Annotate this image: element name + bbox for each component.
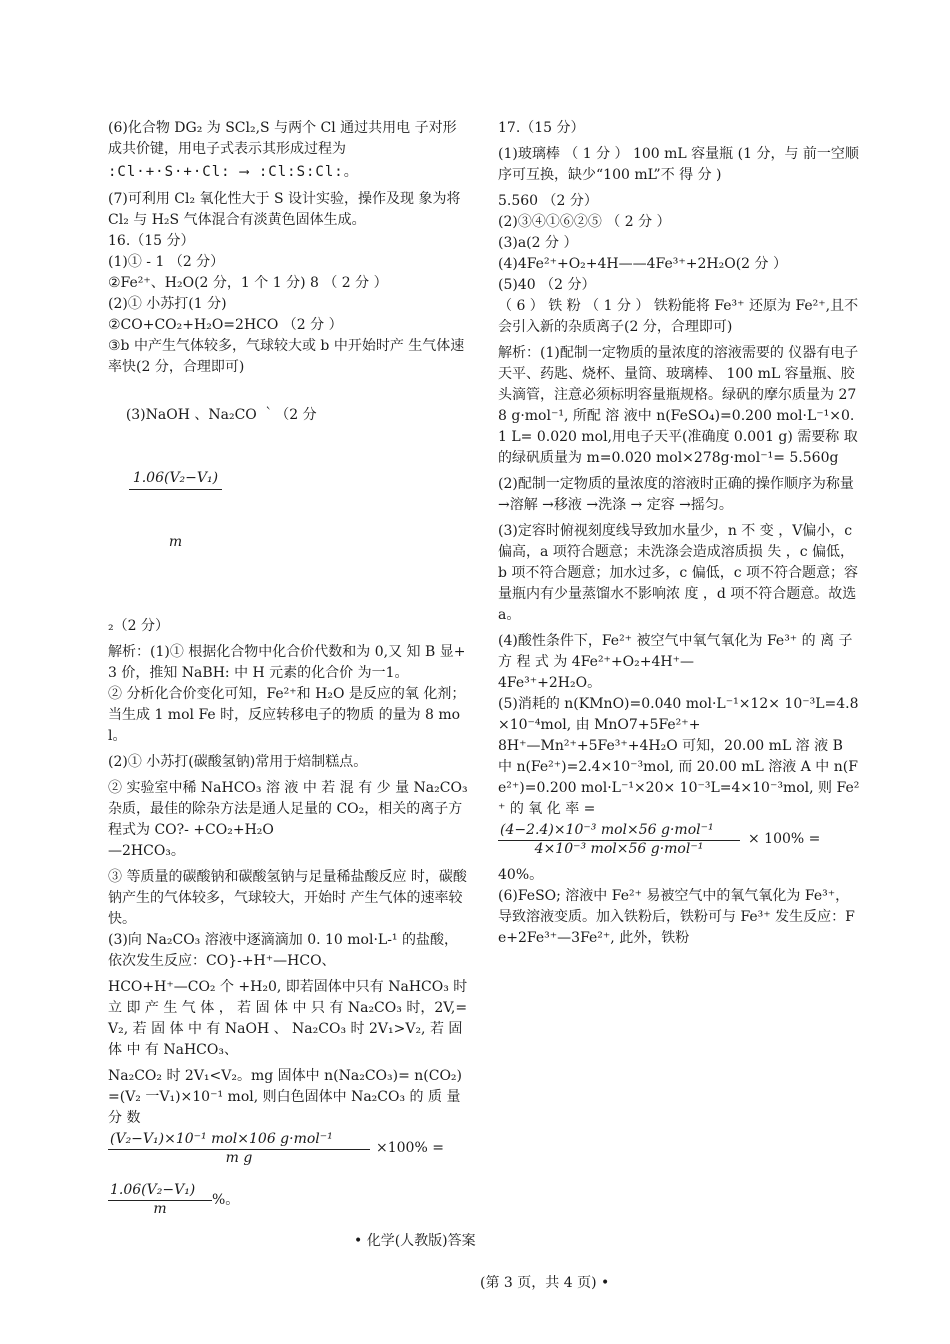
q15-7-text: (7)可利用 Cl₂ 氧化性大于 S 设计实验，操作及现 象为将 Cl₂ 与 H₂S 气体混合有淡黄色固体生成。	[108, 191, 465, 228]
right-column	[498, 118, 860, 949]
analysis-2: ② 分析化合价变化可知，Fe²⁺和 H₂O 是反应的氧 化剂；当生成 1 mol Fe 时，反应转移电子的物质 的量为 8 mol。	[108, 686, 466, 744]
analysis-3: (2)① 小苏打(碳酸氢钠)常用于焙制糕点。	[108, 754, 368, 770]
fraction-1-num: 1.06(V₂−V₁)	[129, 468, 222, 490]
analysis-6: ③ 等质量的碳酸钠和碳酸氢钠与足量稀盐酸反应 时，碳酸钠产生的气体较多，气球较大，开始时 产生气体的速率较快。	[108, 869, 467, 927]
r-analysis-9: (6)FeSO; 溶液中 Fe²⁺ 易被空气中的氧气氧化为 Fe³⁺，导致溶液变质。加入铁粉后，铁粉可与 Fe³⁺ 发生反应：Fe+2Fe³⁺—3Fe²⁺, 此外，铁粉	[498, 888, 855, 946]
fraction-3	[108, 1180, 212, 1217]
r-analysis-8: 40%。	[498, 867, 544, 883]
mass-fraction-eq	[108, 1129, 468, 1166]
r-analysis-2: (2)配制一定物质的量浓度的溶液时正确的操作顺序为称量 →溶解 →移液 →洗涤 → 定容 →摇匀。	[498, 476, 859, 513]
fraction-1	[129, 426, 222, 595]
electron-formula: :Cl·+·S·+·Cl: ⟶ :Cl:S:Cl:。	[108, 164, 359, 180]
fraction-1-den: m	[168, 534, 183, 550]
analysis-7: (3)向 Na₂CO₃ 溶液中逐滴滴加 0. 10 mol·L-¹ 的盐酸，依次发生反应：CO}-+H⁺—HCO、	[108, 932, 458, 969]
q17-answer-4: (3)a(2 分 ）	[498, 235, 578, 251]
r-analysis-7: 8H⁺—Mn²⁺+5Fe³⁺+4H₂O 可知，20.00 mL 溶 液 B 中 n(Fe²⁺)=2.4×10⁻³mol, 而 20.00 mL 溶液 A 中 n(Fe²⁺)=0.200 mol·L⁻¹×20× 10⁻³L=4×10⁻³mol, 则 Fe²⁺ 的 氧 化 率 =	[498, 738, 860, 817]
q16-heading: 16.（15 分）	[108, 233, 195, 249]
q15-6-text: (6)化合物 DG₂ 为 SCl₂,S 与两个 Cl 通过共用电 子对形成共价键，用电子式表示其形成过程为	[108, 120, 457, 157]
q17-heading: 17.（15 分）	[498, 120, 585, 136]
fraction-4-tail: × 100% =	[748, 830, 821, 847]
fraction-4	[498, 820, 740, 857]
analysis-9: Na₂CO₂ 时 2V₁<V₂。mg 固体中 n(Na₂CO₃)= n(CO₂)=(V₂ 一V₁)×10⁻¹ mol, 则白色固体中 Na₂CO₃ 的 质 量 分 数	[108, 1068, 465, 1126]
analysis-8: HCO+H⁺—CO₂ 个 +H₂0, 即若固体中只有 NaHCO₃ 时 立 即 产 生 气 体 ， 若 固 体 中 只 有 Na₂CO₃ 时，2V,=V₂, 若 固 体 中 有 NaOH 、 Na₂CO₃ 时 2V₁>V₂, 若 固 体 中 有 NaHCO₃、	[108, 979, 472, 1058]
q17-answer-5: (4)4Fe²⁺+O₂+4H——4Fe³⁺+2H₂O(2 分 ）	[498, 256, 787, 272]
fraction-3-den: m	[153, 1201, 167, 1217]
oxidation-rate-eq	[498, 820, 860, 857]
fraction-3-num: 1.06(V₂−V₁)	[108, 1180, 212, 1201]
analysis-5: —2HCO₃。	[108, 843, 185, 859]
q16-answer-3: (2)① 小苏打(1 分)	[108, 296, 227, 312]
fraction-4-den: 4×10⁻³ mol×56 g·mol⁻¹	[534, 841, 704, 857]
q16-answer-6-text: (3)NaOH 、Na₂CO ｀（2 分	[125, 407, 317, 423]
page-footer: (第 3 页，共 4 页) •	[480, 1275, 610, 1291]
q16-answer-4: ②CO+CO₂+H₂O=2HCO （2 分 ）	[108, 317, 343, 333]
q17-answer-7: （ 6 ） 铁 粉 （ 1 分 ） 铁粉能将 Fe³⁺ 还原为 Fe²⁺,且不会引入新的杂质离子(2 分，合理即可)	[498, 298, 859, 335]
q17-answer-1: (1)玻璃棒 （ 1 分 ） 100 mL 容量瓶 (1 分，与 前一空顺序可互换，缺少“100 mL”不 得 分 )	[498, 146, 859, 183]
r-analysis-5: 4Fe³⁺+2H₂O。	[498, 675, 602, 691]
analysis-1: 解析：(1)① 根据化合物中化合价代数和为 0,又 知 B 显+3 价，推知 NaBH: 中 H 元素的化合价 为一1。	[108, 644, 466, 681]
q17-answer-6: (5)40 （2 分）	[498, 277, 596, 293]
fraction-2	[108, 1129, 370, 1166]
r-analysis-3: (3)定容时俯视刻度线导致加水量少，n 不 变 ，V偏小，c 偏高，a 项符合题意；未洗涤会造成溶质损 失 ，c 偏低，b 项不符合题意；加水过多，c 偏低，c 项不符合题意；容量瓶内有少量蒸馏水不影响浓 度 ，d 项不符合题意。故选 a。	[498, 523, 861, 623]
fraction-2-tail: ×100% =	[376, 1139, 444, 1156]
analysis-4: ② 实验室中稀 NaHCO₃ 溶 液 中 若 混 有 少 量 Na₂CO₃ 杂质，最佳的除杂方法是通人足量的 CO₂，相关的离子方程式为 CO?- +CO₂+H₂O	[108, 780, 473, 838]
q16-answer-6	[108, 384, 468, 616]
fraction-2-num: (V₂−V₁)×10⁻¹ mol×106 g·mol⁻¹	[108, 1129, 370, 1150]
fraction-2-den: m g	[225, 1150, 253, 1166]
q17-answer-3: (2)③④①⑥②⑤ （ 2 分 ）	[498, 214, 671, 230]
fraction-4-num: (4−2.4)×10⁻³ mol×56 g·mol⁻¹	[498, 820, 740, 841]
q16-answer-1: (1)① - 1 （2 分）	[108, 254, 225, 270]
result-eq	[108, 1180, 468, 1217]
r-analysis-6: (5)消耗的 n(KMnO)=0.040 mol·L⁻¹×12× 10⁻³L=4.8×10⁻⁴mol, 由 MnO7+5Fe²⁺+	[498, 696, 859, 733]
subject-label: • 化学(人教版)答案	[354, 1233, 476, 1249]
q16-answer-6b: ₂（2 分）	[108, 618, 169, 634]
r-analysis-4: (4)酸性条件下，Fe²⁺ 被空气中氧气氧化为 Fe³⁺ 的 离 子 方 程 式 为 4Fe²⁺+O₂+4H⁺—	[498, 633, 858, 670]
q17-answer-2: 5.560 （2 分）	[498, 193, 598, 209]
fraction-3-tail: %。	[212, 1191, 240, 1208]
q16-answer-2: ②Fe²⁺、H₂O(2 分，1 个 1 分) 8 （ 2 分 ）	[108, 275, 388, 291]
r-analysis-1: 解析：(1)配制一定物质的量浓度的溶液需要的 仪器有电子天平、药匙、烧杯、量筒、玻璃棒、 100 mL 容量瓶、胶头滴管，注意必须标明容量瓶规格。绿矾的摩尔质量为 278 g·mol⁻¹, 所配 溶 液中 n(FeSO₄)=0.200 mol·L⁻¹×0.1 L= 0.020 mol,用电子天平(准确度 0.001 g) 需要称 取的绿矾质量为 m=0.020 mol×278g·mol⁻¹= 5.560g	[498, 345, 859, 466]
left-column	[108, 118, 473, 1217]
q16-answer-5: ③b 中产生气体较多，气球较大或 b 中开始时产 生气体速率快(2 分，合理即可)	[108, 338, 465, 375]
